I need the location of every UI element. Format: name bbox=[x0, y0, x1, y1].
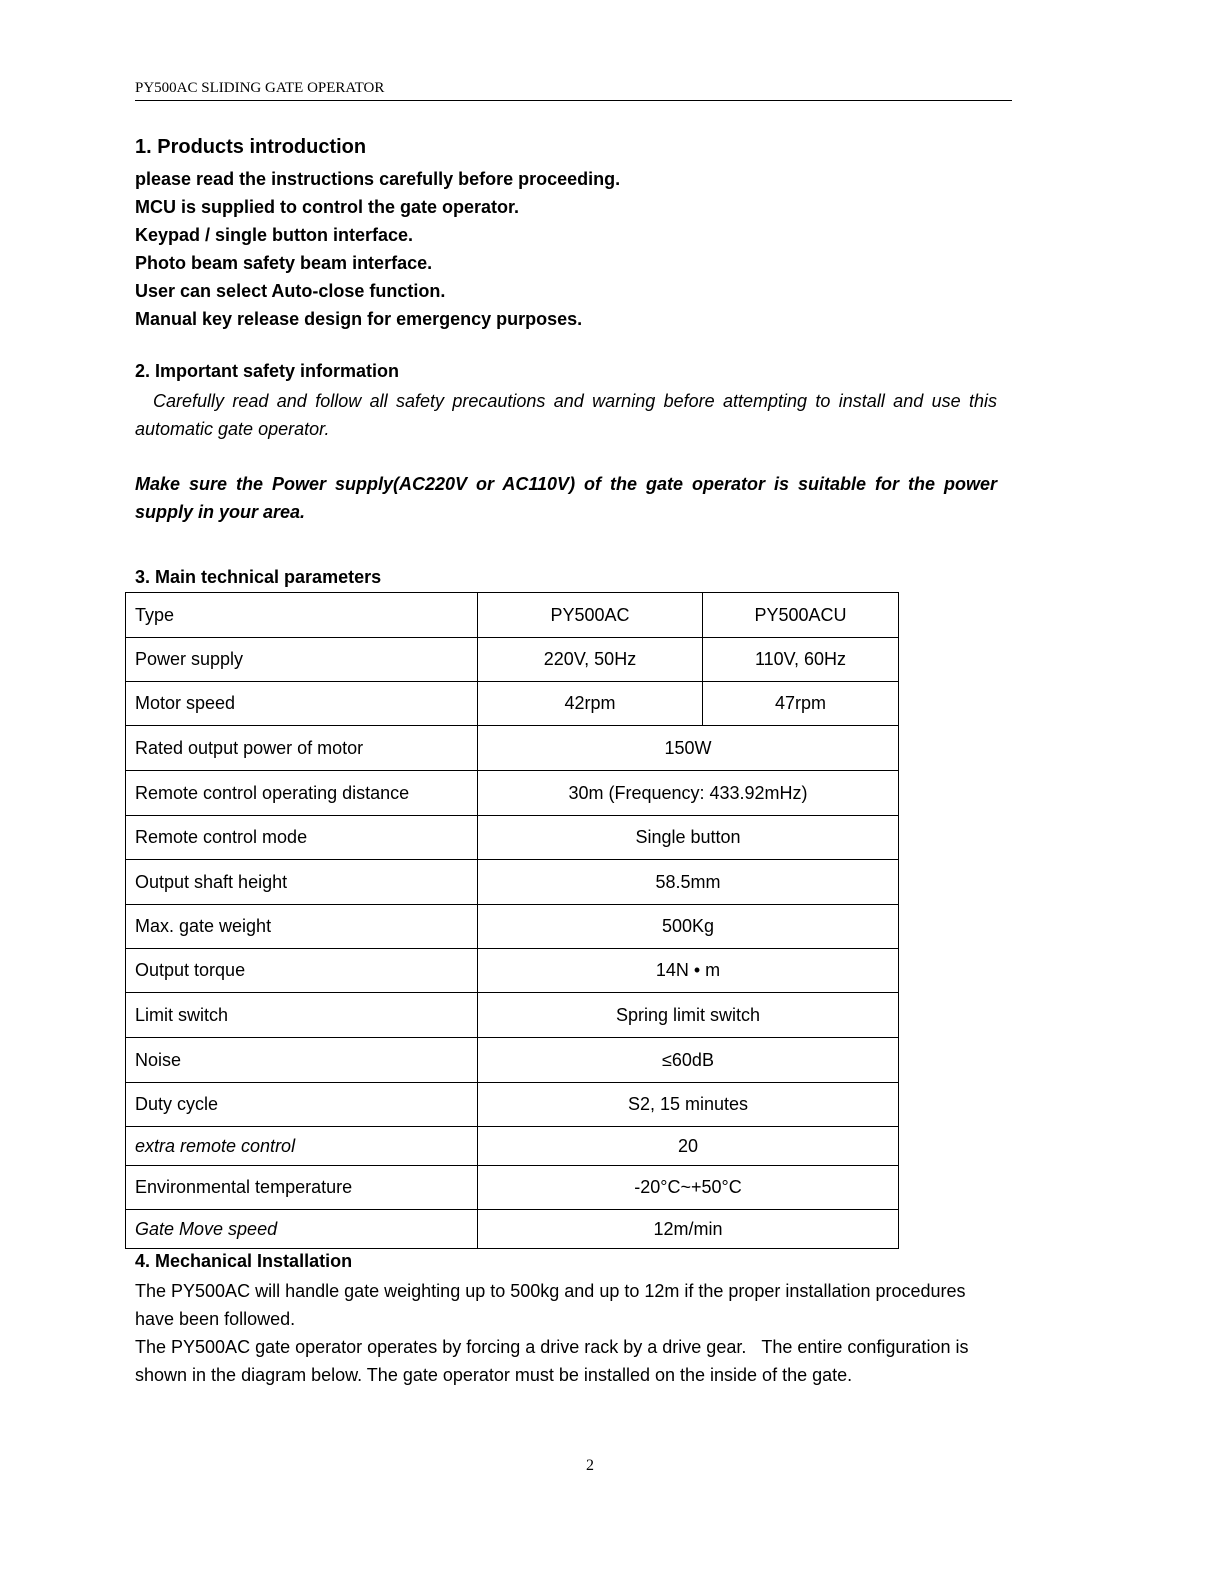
param-value: S2, 15 minutes bbox=[478, 1083, 899, 1127]
intro-list bbox=[135, 165, 620, 333]
param-value: ≤60dB bbox=[478, 1038, 899, 1083]
table-row bbox=[126, 993, 899, 1038]
intro-item: Keypad / single button interface. bbox=[135, 225, 414, 245]
table-row bbox=[126, 593, 899, 638]
param-value: PY500AC bbox=[478, 593, 703, 638]
section-4-heading: 4. Mechanical Installation bbox=[135, 1251, 353, 1271]
param-label: Limit switch bbox=[126, 993, 478, 1038]
table-row bbox=[126, 816, 899, 860]
param-value: Spring limit switch bbox=[478, 993, 899, 1038]
table-row bbox=[126, 1166, 899, 1210]
technical-parameters-table bbox=[125, 592, 899, 1249]
param-label: Duty cycle bbox=[126, 1083, 478, 1127]
param-label: Type bbox=[126, 593, 478, 638]
intro-item: MCU is supplied to control the gate operator. bbox=[135, 197, 520, 217]
param-value: 30m (Frequency: 433.92mHz) bbox=[478, 771, 899, 816]
table-row bbox=[126, 682, 899, 726]
table-row bbox=[126, 638, 899, 682]
param-value: Single button bbox=[478, 816, 899, 860]
param-value: 220V, 50Hz bbox=[478, 638, 703, 682]
param-label: Environmental temperature bbox=[126, 1166, 478, 1210]
running-header: PY500AC SLIDING GATE OPERATOR bbox=[135, 80, 1012, 101]
table-row bbox=[126, 860, 899, 905]
mechanical-installation-text bbox=[135, 1277, 1001, 1389]
param-value: -20°C~+50°C bbox=[478, 1166, 899, 1210]
param-value: 110V, 60Hz bbox=[703, 638, 899, 682]
safety-paragraph bbox=[135, 387, 997, 443]
param-value: 20 bbox=[478, 1127, 899, 1166]
table-row bbox=[126, 1083, 899, 1127]
param-label: Max. gate weight bbox=[126, 905, 478, 949]
param-value: 500Kg bbox=[478, 905, 899, 949]
intro-item: Photo beam safety beam interface. bbox=[135, 253, 433, 273]
intro-item: Manual key release design for emergency purposes. bbox=[135, 309, 583, 329]
param-label: Remote control mode bbox=[126, 816, 478, 860]
table-row bbox=[126, 905, 899, 949]
param-value: PY500ACU bbox=[703, 593, 899, 638]
param-label: Remote control operating distance bbox=[126, 771, 478, 816]
intro-item: User can select Auto-close function. bbox=[135, 281, 446, 301]
param-value: 12m/min bbox=[478, 1210, 899, 1249]
section-3-heading: 3. Main technical parameters bbox=[135, 567, 382, 587]
section-2-heading: 2. Important safety information bbox=[135, 361, 400, 381]
table-row bbox=[126, 771, 899, 816]
installation-paragraph: The PY500AC gate operator operates by forcing a drive rack by a drive gear. The entire configuration is shown in the diagram below. The gate operator must be installed on the inside of the gate. bbox=[135, 1337, 969, 1385]
param-label: Motor speed bbox=[126, 682, 478, 726]
param-value: 47rpm bbox=[703, 682, 899, 726]
page-number: 2 bbox=[586, 1457, 594, 1474]
param-value: 42rpm bbox=[478, 682, 703, 726]
param-value: 14N • m bbox=[478, 949, 899, 993]
param-value: 150W bbox=[478, 726, 899, 771]
safety-paragraph-text: Carefully read and follow all safety precautions and warning before attempting to install and use this automatic gate operator. bbox=[135, 391, 997, 439]
intro-item: please read the instructions carefully before proceeding. bbox=[135, 169, 621, 189]
table-row bbox=[126, 1127, 899, 1166]
table-row bbox=[126, 949, 899, 993]
installation-paragraph: The PY500AC will handle gate weighting up to 500kg and up to 12m if the proper installation procedures have been followed. bbox=[135, 1281, 966, 1329]
table-row bbox=[126, 1038, 899, 1083]
param-label: Noise bbox=[126, 1038, 478, 1083]
table-row bbox=[126, 1210, 899, 1249]
param-label: Gate Move speed bbox=[126, 1210, 478, 1249]
param-label: Power supply bbox=[126, 638, 478, 682]
param-value: 58.5mm bbox=[478, 860, 899, 905]
param-label: Rated output power of motor bbox=[126, 726, 478, 771]
power-supply-warning: Make sure the Power supply(AC220V or AC110V) of the gate operator is suitable for the power supply in your area. bbox=[135, 474, 997, 522]
param-label: extra remote control bbox=[126, 1127, 478, 1166]
section-1-heading: 1. Products introduction bbox=[135, 136, 367, 158]
table-row bbox=[126, 726, 899, 771]
param-label: Output shaft height bbox=[126, 860, 478, 905]
param-label: Output torque bbox=[126, 949, 478, 993]
